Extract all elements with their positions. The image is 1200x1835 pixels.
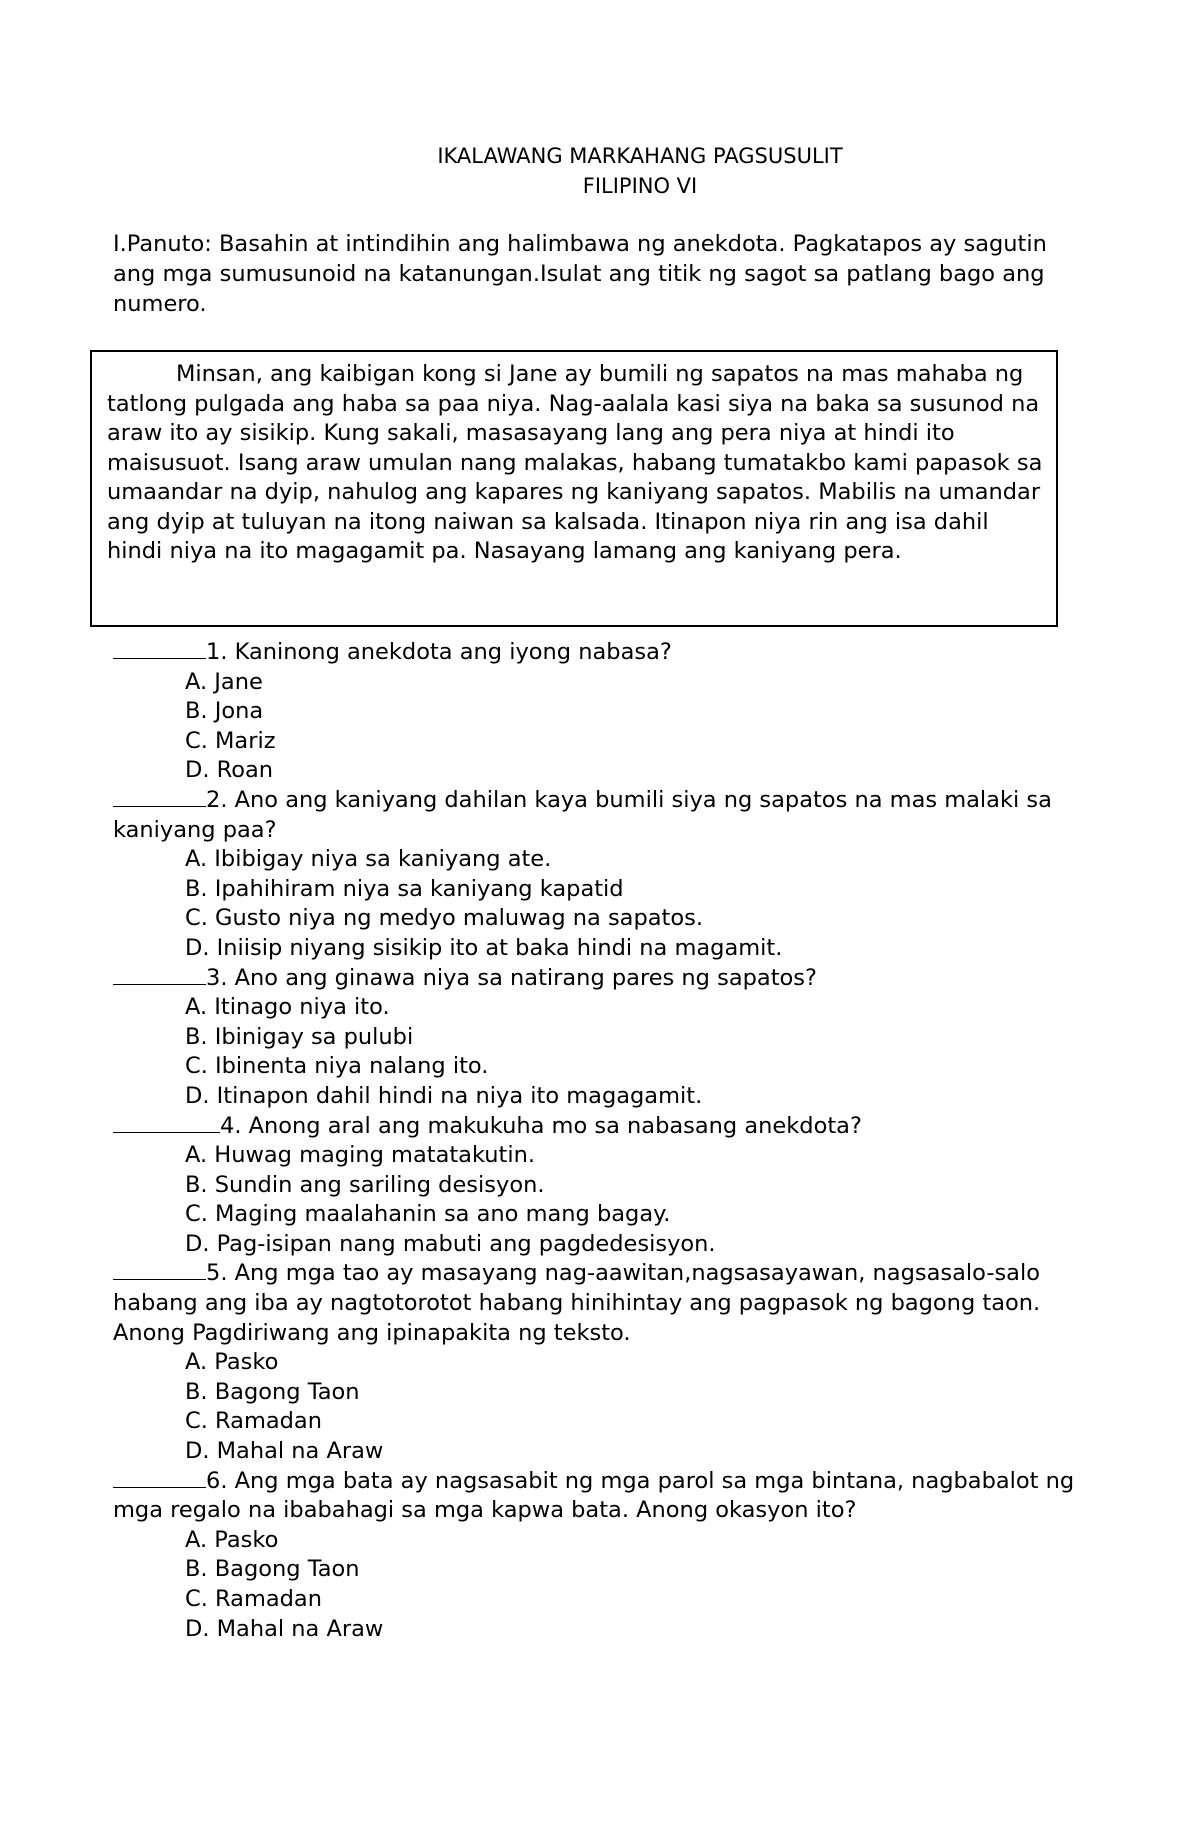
choice-list <box>113 1141 1093 1259</box>
choice-c: C. Ibinenta niya nalang ito. <box>185 1053 489 1080</box>
choice-d: D. Mahal na Araw <box>185 1438 384 1465</box>
question-stem: 6. Ang mga bata ay nagsasabit ng mga parol sa mga bintana, nagbabalot ng mga regalo na ibabahagi sa mga kapwa bata. Anong okasyon ito? <box>113 1467 1075 1524</box>
question-2 <box>113 786 1093 964</box>
choice-b: B. Ipahihiram niya sa kaniyang kapatid <box>185 875 624 902</box>
choice-d: D. Pag-isipan nang mabuti ang pagdedesisyon. <box>185 1230 716 1257</box>
choice-c: C. Mariz <box>185 727 276 754</box>
answer-blank[interactable] <box>113 965 206 985</box>
choice-list <box>113 1526 1093 1644</box>
answer-blank[interactable] <box>113 1468 206 1488</box>
instructions: I.Panuto: Basahin at intindihin ang halimbawa ng anekdota. Pagkatapos ay sagutin ang mga sumusunoid na katanungan.Isulat ang titik ng sagot sa patlang bago ang numero. <box>113 231 1047 317</box>
question-stem: 5. Ang mga tao ay masayang nag-aawitan,nagsasayawan, nagsasalo-salo habang ang iba ay nagtotorotot habang hinihintay ang pagpasok ng bagong taon. Anong Pagdiriwang ang ipinapakita ng teksto. <box>113 1260 1041 1346</box>
question-3 <box>113 964 1093 1112</box>
question-list <box>113 638 1093 1644</box>
question-stem: 1. Kaninong anekdota ang iyong nabasa? <box>206 639 672 665</box>
choice-a: A. Huwag maging matatakutin. <box>185 1142 536 1169</box>
choice-c: C. Ramadan <box>185 1408 322 1435</box>
question-1 <box>113 638 1093 786</box>
choice-a: A. Pasko <box>185 1349 279 1376</box>
answer-blank[interactable] <box>113 639 206 659</box>
choice-a: A. Pasko <box>185 1526 279 1553</box>
choice-a: A. Jane <box>185 668 263 695</box>
exam-title: IKALAWANG MARKAHANG PAGSUSULIT <box>437 144 843 168</box>
answer-blank[interactable] <box>113 1113 220 1133</box>
choice-list <box>113 1348 1093 1466</box>
question-4 <box>113 1112 1093 1260</box>
question-stem: 2. Ano ang kaniyang dahilan kaya bumili siya ng sapatos na mas malaki sa kaniyang paa? <box>113 786 1052 843</box>
answer-blank[interactable] <box>113 787 206 807</box>
choice-a: A. Ibibigay niya sa kaniyang ate. <box>185 846 552 873</box>
exam-subject: FILIPINO VI <box>582 174 698 198</box>
anecdote-text: Minsan, ang kaibigan kong si Jane ay bumili ng sapatos na mas mahaba ng tatlong pulgada ang haba sa paa niya. Nag-aalala kasi siya na baka sa susunod na araw ito ay sisikip. Kung sakali, masasayang lang ang pera niya at hindi ito maisusuot. Isang araw umulan nang malakas, habang tumatakbo kami papasok sa umaandar na dyip, nahulog ang kapares ng kaniyang sapatos. Mabilis na umandar ang dyip at tuluyan na itong naiwan sa kalsada. Itinapon niya rin ang isa dahil hindi niya na ito magagamit pa. Nasayang lamang ang kaniyang pera. <box>107 361 1043 564</box>
anecdote-box <box>90 350 1058 627</box>
choice-list <box>113 845 1093 963</box>
choice-list <box>113 668 1093 786</box>
choice-b: B. Bagong Taon <box>185 1556 360 1583</box>
choice-c: C. Ramadan <box>185 1586 322 1612</box>
choice-d: D. Itinapon dahil hindi na niya ito magagamit. <box>185 1082 703 1109</box>
choice-d: D. Mahal na Araw <box>185 1615 384 1642</box>
choice-b: B. Ibinigay sa pulubi <box>185 1023 414 1050</box>
choice-c: C. Maging maalahanin sa ano mang bagay. <box>185 1201 671 1228</box>
choice-b: B. Jona <box>185 698 264 725</box>
question-6 <box>113 1467 1093 1645</box>
choice-d: D. Iniisip niyang sisikip ito at baka hindi na magamit. <box>185 934 783 961</box>
choice-b: B. Sundin ang sariling desisyon. <box>185 1171 545 1198</box>
question-stem: 4. Anong aral ang makukuha mo sa nabasang anekdota? <box>220 1112 862 1139</box>
choice-list <box>113 993 1093 1111</box>
question-stem: 3. Ano ang ginawa niya sa natirang pares ng sapatos? <box>206 964 817 991</box>
answer-blank[interactable] <box>113 1260 206 1280</box>
choice-a: A. Itinago niya ito. <box>185 994 390 1021</box>
question-5 <box>113 1259 1093 1466</box>
choice-d: D. Roan <box>185 757 274 784</box>
choice-b: B. Bagong Taon <box>185 1378 360 1405</box>
choice-c: C. Gusto niya ng medyo maluwag na sapatos. <box>185 905 703 932</box>
